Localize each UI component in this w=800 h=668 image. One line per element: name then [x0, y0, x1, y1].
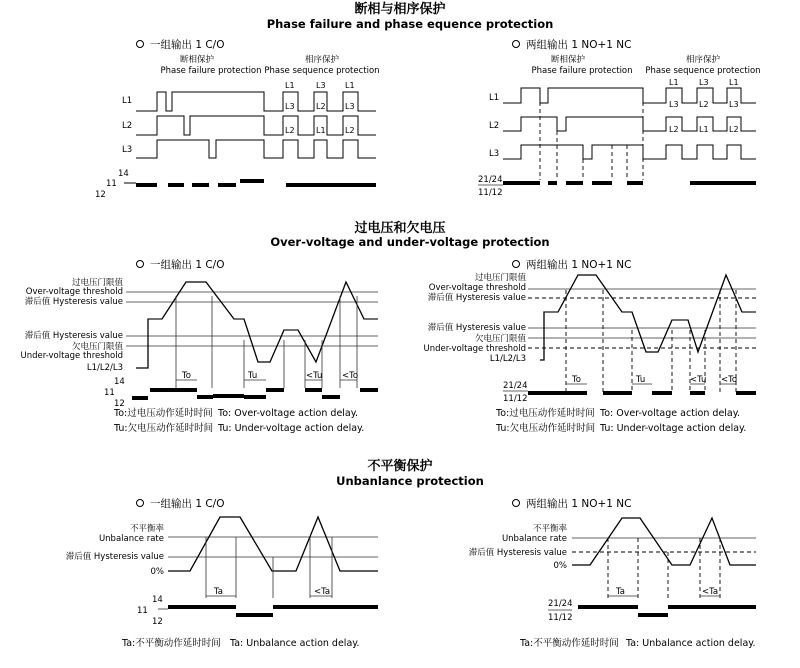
note-tu-cn: Tu:欠电压动作延时时间: [496, 423, 596, 434]
to-label: To: [182, 371, 191, 381]
voltage-waveform: [540, 275, 756, 360]
delay-guides: [566, 290, 736, 392]
sequence-label-en: Phase sequence protection: [264, 66, 380, 76]
option-radio-icon: [513, 41, 520, 48]
option-label: 一组输出 1 C/O: [150, 259, 225, 271]
hysteresis-label-lower: 滞后值 Hysteresis value: [24, 331, 123, 341]
option-radio-icon: [137, 261, 144, 268]
note-tu-en: Tu: Under-voltage action delay.: [218, 423, 365, 434]
phase-tag: L2: [345, 126, 355, 135]
row-label-l1: L1: [122, 96, 133, 106]
output-terminal-11-12: 11/12: [548, 613, 573, 623]
voltage-waveform: [136, 282, 378, 368]
option-label: 一组输出 1 C/O: [150, 39, 225, 51]
l2-waveform: [503, 117, 756, 131]
uv-threshold-en: Under-voltage threshold: [423, 344, 526, 354]
output-terminal-11-12: 11/12: [478, 188, 503, 198]
l1-waveform: [136, 92, 376, 111]
phase-tag: L1: [729, 78, 739, 87]
section3-title-cn: 不平衡保护: [367, 459, 433, 474]
lt-to-label: <To: [721, 375, 738, 385]
sequence-label-cn: 相序保护: [304, 55, 340, 65]
row-label-l3: L3: [489, 149, 500, 159]
hysteresis-label: 滞后值 Hysteresis value: [65, 552, 164, 562]
tu-label: Tu: [248, 371, 258, 381]
l1-waveform: [503, 88, 756, 103]
row-label-l1: L1: [489, 93, 500, 103]
uv-threshold-cn: 欠电压门限值: [474, 334, 526, 344]
output-terminal-21-24: 21/24: [503, 381, 528, 391]
phase-tag: L2: [729, 125, 739, 134]
output-terminal-14: 14: [152, 595, 163, 605]
row-label-l2: L2: [122, 121, 133, 131]
sequence-label-cn: 相序保护: [685, 55, 721, 65]
option-radio-icon: [513, 500, 520, 507]
note-to-en: To: Over-voltage action delay.: [218, 408, 359, 419]
tu-label: Tu: [636, 375, 646, 385]
unbalance-rate-en: Unbalance rate: [501, 534, 567, 544]
hysteresis-marks: [544, 312, 756, 320]
hysteresis-label-upper: 滞后值 Hysteresis value: [24, 297, 123, 307]
phase-tag: L2: [316, 102, 326, 111]
phase-tag: L3: [316, 81, 326, 90]
zero-percent-label: 0%: [553, 561, 567, 571]
supply-label: L1/L2/L3: [489, 354, 526, 364]
section2-title-en: Over-voltage and under-voltage protection: [270, 235, 550, 249]
hysteresis-marks: [148, 319, 378, 330]
phase-tag: L3: [285, 102, 295, 111]
section1-title-en: Phase failure and phase equence protection: [266, 17, 554, 31]
to-label: To: [572, 375, 581, 385]
phase-tag: L1: [669, 78, 679, 87]
note-tu-en: Tu: Under-voltage action delay.: [600, 423, 747, 434]
lt-to-label: <To: [342, 371, 359, 381]
lt-ta-label: <Ta: [314, 587, 331, 597]
phase-tag: L2: [669, 125, 679, 134]
section2-title-cn: 过电压和欠电压: [354, 221, 446, 236]
lt-ta-label: <Ta: [702, 587, 719, 597]
l2-waveform: [136, 116, 376, 135]
uv-threshold-cn: 欠电压门限值: [71, 342, 123, 352]
note-ta-en: Ta: Unbalance action delay.: [230, 638, 360, 649]
relay-output-bar: [136, 181, 376, 185]
failure-label-en: Phase failure protection: [160, 66, 262, 76]
phase-tag: L1: [345, 81, 355, 90]
option-label: 两组输出 1 NO+1 NC: [526, 39, 632, 51]
output-terminal-12: 12: [152, 617, 163, 627]
phase-tag: L1: [316, 126, 326, 135]
failure-label-en: Phase failure protection: [531, 66, 633, 76]
hysteresis-label: 滞后值 Hysteresis value: [468, 548, 567, 558]
ta-label: Ta: [214, 587, 223, 597]
ov-threshold-cn: 过电压门限值: [474, 273, 526, 283]
transition-guides: [540, 88, 643, 180]
row-label-l2: L2: [489, 121, 500, 131]
phase-diagram-left: [95, 38, 380, 200]
failure-label-cn: 断相保护: [179, 55, 215, 65]
phase-tag: L3: [729, 100, 739, 109]
option-radio-icon: [137, 41, 144, 48]
sequence-label-en: Phase sequence protection: [645, 66, 761, 76]
phase-tag: L1: [285, 81, 295, 90]
output-terminal-21-24: 21/24: [478, 175, 503, 185]
output-terminal-21-24: 21/24: [548, 599, 573, 609]
lt-tu-label: <Tu: [306, 371, 323, 381]
section3-title-en: Unbanlance protection: [336, 474, 484, 488]
output-terminal-11-12: 11/12: [503, 394, 528, 404]
ov-threshold-en: Over-voltage threshold: [25, 287, 123, 297]
phase-tag: L3: [669, 100, 679, 109]
output-terminal-11: 11: [137, 606, 148, 616]
hysteresis-label-upper: 滞后值 Hysteresis value: [427, 293, 526, 303]
delay-guides: [176, 296, 357, 388]
note-ta-en: Ta: Unbalance action delay.: [626, 638, 756, 649]
phase-tag: L3: [699, 78, 709, 87]
note-ta-cn: Ta:不平衡动作延时时间: [520, 638, 619, 649]
phase-tag: L1: [699, 125, 709, 134]
phase-tag: L3: [345, 102, 355, 111]
note-tu-cn: Tu:欠电压动作延时时间: [114, 423, 214, 434]
ta-label: Ta: [616, 587, 625, 597]
unbalance-rate-cn: 不平衡率: [129, 524, 164, 534]
unbalance-diagram-left: [66, 497, 378, 649]
phase-diagram-right: [478, 38, 761, 198]
voltage-diagram-right: [423, 258, 756, 434]
section1-title-cn: 断相与相序保护: [354, 2, 446, 17]
note-to-en: To: Over-voltage action delay.: [600, 408, 741, 419]
lt-tu-label: <Tu: [690, 375, 707, 385]
note-ta-cn: Ta:不平衡动作延时时间: [122, 638, 221, 649]
voltage-diagram-left: [20, 258, 378, 434]
output-terminal-11: 11: [106, 179, 117, 189]
option-radio-icon: [513, 261, 520, 268]
note-to-cn: To:过电压动作延时时间: [114, 408, 213, 419]
output-terminal-14: 14: [118, 169, 129, 179]
zero-percent-label: 0%: [150, 567, 164, 577]
failure-label-cn: 断相保护: [550, 55, 586, 65]
note-to-cn: To:过电压动作延时时间: [496, 408, 595, 419]
option-radio-icon: [137, 500, 144, 507]
hysteresis-label-lower: 滞后值 Hysteresis value: [427, 323, 526, 333]
unbalance-rate-en: Unbalance rate: [98, 534, 164, 544]
phase-tag: L2: [699, 100, 709, 109]
supply-label: L1/L2/L3: [86, 363, 123, 373]
phase-tag: L2: [285, 126, 295, 135]
ov-threshold-cn: 过电压门限值: [71, 278, 123, 288]
output-terminal-14: 14: [114, 377, 125, 387]
unbalance-diagram-right: [469, 497, 756, 649]
output-terminal-12: 12: [114, 399, 125, 409]
unbalance-waveform: [572, 518, 756, 565]
unbalance-rate-cn: 不平衡率: [532, 524, 567, 534]
option-label: 两组输出 1 NO+1 NC: [526, 498, 632, 510]
l3-waveform: [503, 145, 756, 159]
ov-threshold-en: Over-voltage threshold: [428, 283, 526, 293]
option-label: 两组输出 1 NO+1 NC: [526, 259, 632, 271]
option-label: 一组输出 1 C/O: [150, 498, 225, 510]
output-terminal-12: 12: [95, 190, 106, 200]
threshold-lines: [528, 289, 756, 338]
output-terminal-11: 11: [104, 388, 115, 398]
l3-waveform: [136, 140, 376, 158]
row-label-l3: L3: [122, 145, 133, 155]
uv-threshold-en: Under-voltage threshold: [20, 351, 123, 361]
